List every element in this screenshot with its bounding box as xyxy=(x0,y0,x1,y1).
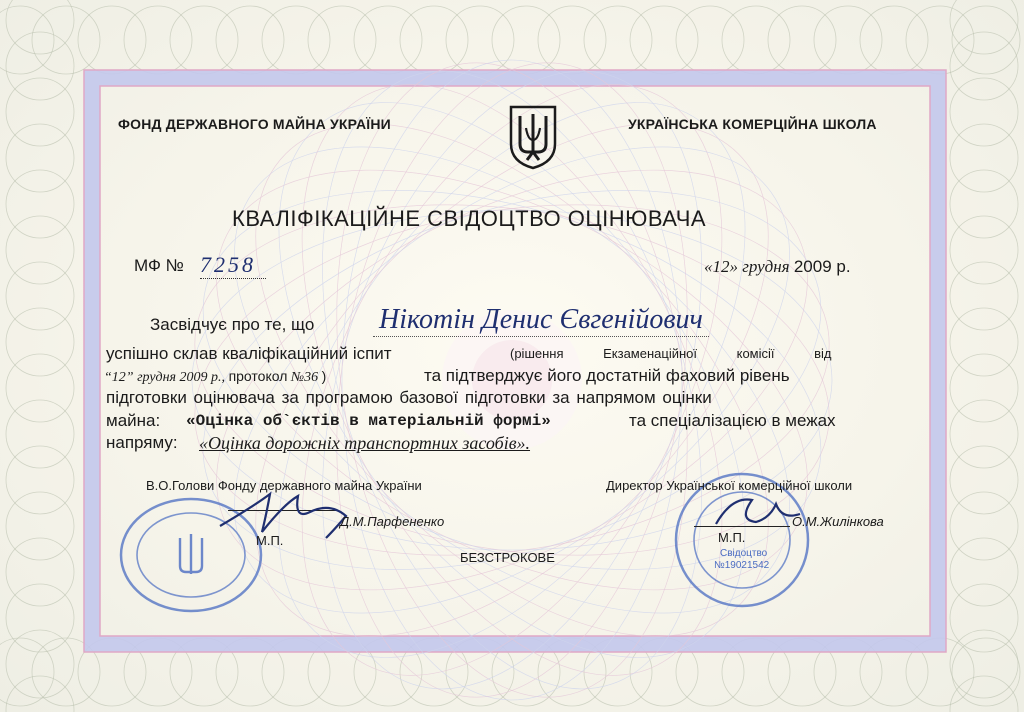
exam-line-1a: успішно склав кваліфікаційний іспит xyxy=(106,344,392,363)
issue-date-day: «12» xyxy=(704,257,738,276)
intro-text: Засвідчує про те, що xyxy=(150,315,315,334)
issuer-left-org: ФОНД ДЕРЖАВНОГО МАЙНА УКРАЇНИ xyxy=(118,116,391,132)
exam-line-2a xyxy=(104,368,326,386)
issue-date-year: 2009 р. xyxy=(793,257,851,276)
exam-line-2b: та підтверджує його достатній фаховий рівень xyxy=(424,366,790,385)
exam-line-5a: напряму: xyxy=(106,433,178,452)
left-seal-mark: М.П. xyxy=(256,533,284,548)
protocol-close-paren: ) xyxy=(321,368,327,384)
issuer-right-org: УКРАЇНСЬКА КОМЕРЦІЙНА ШКОЛА xyxy=(628,116,877,132)
exam-line-4c: та спеціалізацією в межах xyxy=(629,411,836,430)
exam-line-4a: майна: xyxy=(106,411,161,430)
protocol-label: протокол xyxy=(228,368,288,384)
exam-line-3: підготовки оцінювача за програмою базової підготовки за напрямом оцінки xyxy=(106,388,712,407)
certificate-number-value: 7258 xyxy=(200,252,266,279)
left-signatory-name: Д.М.Парфененко xyxy=(340,514,445,529)
issue-date-month: грудня xyxy=(742,257,790,276)
right-signatory-name: О.М.Жилінкова xyxy=(792,514,884,529)
holder-name: Нікотін Денис Євгенійович xyxy=(373,304,709,337)
direction-text: «Оцінка об`єктів в матеріальній формі» xyxy=(186,412,551,430)
exam-date: “12” грудня 2009 р., xyxy=(104,370,226,385)
certificate-number-label: МФ № xyxy=(134,256,184,275)
stamp-cert-label: Свідоцтво xyxy=(720,548,768,559)
trident-emblem-icon xyxy=(508,104,558,170)
left-signatory-title: В.О.Голови Фонду державного майна України xyxy=(146,478,422,493)
protocol-number: №36 xyxy=(290,370,319,385)
certificate-title: КВАЛІФІКАЦІЙНЕ СВІДОЦТВО ОЦІНЮВАЧА xyxy=(232,206,707,231)
stamp-cert-number: №19021542 xyxy=(714,560,770,571)
issue-date xyxy=(704,257,851,277)
right-signatory-title: Директор Української комерційної школи xyxy=(606,478,853,493)
left-handwritten-signature xyxy=(214,486,354,542)
validity-term: БЕЗСТРОКОВЕ xyxy=(460,550,555,565)
exam-line-1b: (рішення Екзаменаційної комісії від xyxy=(510,346,832,361)
specialization-text: «Оцінка дорожніх транспортних засобів». xyxy=(199,433,531,453)
right-seal-mark: М.П. xyxy=(718,530,746,545)
